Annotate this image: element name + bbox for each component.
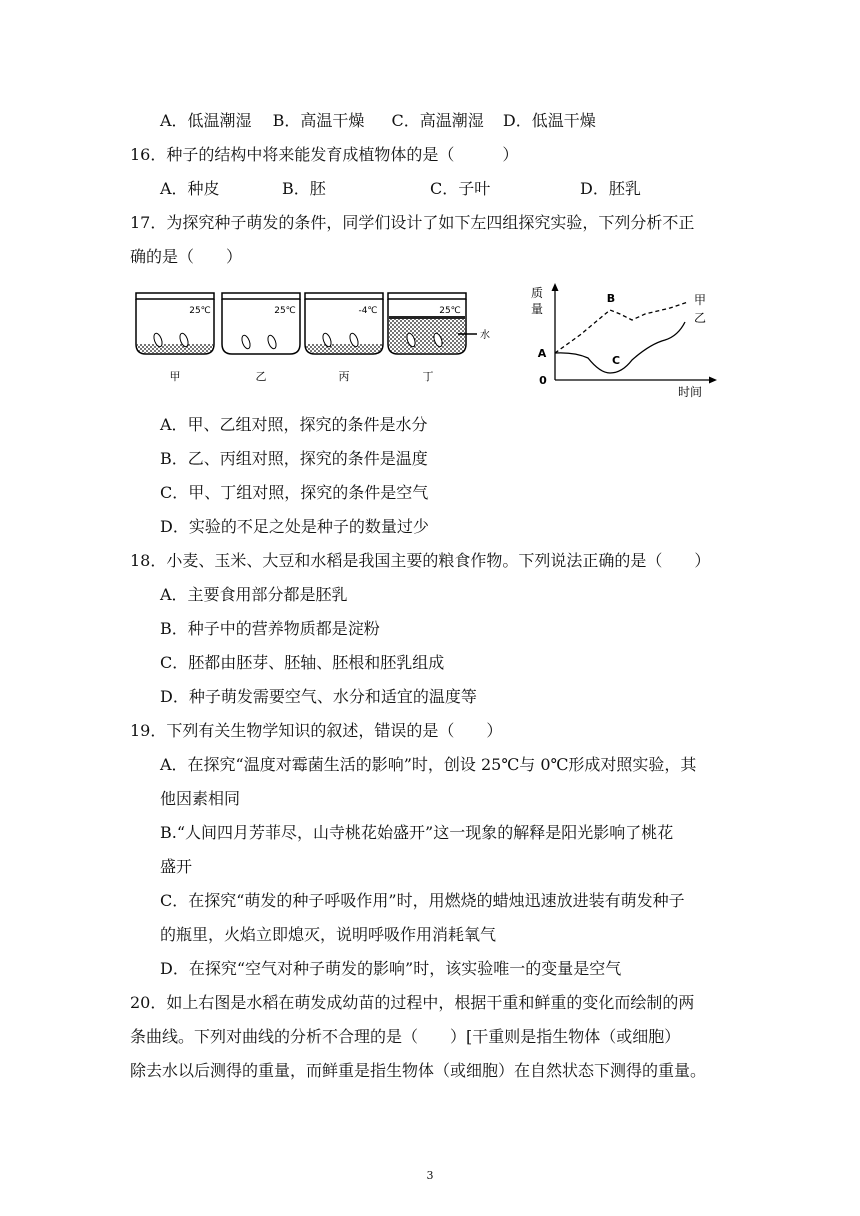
point-b-label: B xyxy=(606,292,616,305)
q19-option-d: D．在探究“空气对种子萌发的影响”时，该实验唯一的变量是空气 xyxy=(160,959,622,978)
mass-time-graph xyxy=(520,280,720,402)
q19-option-a-line1: A．在探究“温度对霉菌生活的影响”时，创设 25℃与 0℃形成对照实验，其 xyxy=(160,755,697,774)
q15-option-c: C．高温潮湿 xyxy=(391,111,484,130)
beaker-yi-temp: 25℃ xyxy=(274,306,296,316)
q17-option-a: A．甲、乙组对照，探究的条件是水分 xyxy=(160,415,428,434)
x-axis-arrow-icon xyxy=(709,377,717,384)
q19-option-c-line2: 的瓶里，火焰立即熄灭，说明呼吸作用消耗氧气 xyxy=(160,925,497,944)
beaker-jia xyxy=(136,293,214,383)
q18-option-a: A．主要食用部分都是胚乳 xyxy=(160,585,348,604)
origin-label: 0 xyxy=(539,374,547,387)
q17-option-d: D．实验的不足之处是种子的数量过少 xyxy=(160,517,429,536)
q19-option-b-line2: 盛开 xyxy=(160,857,193,876)
q15-options xyxy=(160,110,596,132)
page-number: 3 xyxy=(426,1169,434,1182)
beaker-bing xyxy=(305,293,383,383)
y-axis-label-2: 量 xyxy=(530,302,544,316)
beaker-bing-temp: -4℃ xyxy=(358,306,378,316)
q20-line1: 20．如上右图是水稻在萌发成幼苗的过程中，根据干重和鲜重的变化而绘制的两 xyxy=(130,993,695,1012)
q17-option-c: C．甲、丁组对照，探究的条件是空气 xyxy=(160,483,429,502)
q20-line3: 除去水以后测得的重量，而鲜重是指生物体（或细胞）在自然状态下测得的重量。 xyxy=(130,1061,707,1080)
y-axis-arrow-icon xyxy=(552,283,559,291)
q16-option-c: C．子叶 xyxy=(430,179,491,198)
beaker-ding xyxy=(388,293,490,383)
q16-option-a: A．种皮 xyxy=(160,179,220,198)
q19-stem: 19．下列有关生物学知识的叙述，错误的是（ ） xyxy=(130,721,503,740)
point-a-label: A xyxy=(537,347,547,360)
q20-line2: 条曲线。下列对曲线的分析不合理的是（ ）[干重则是指生物体（或细胞） xyxy=(130,1027,681,1046)
beaker-bing-label: 丙 xyxy=(338,370,350,383)
q16-stem: 16．种子的结构中将来能发育成植物体的是（ ） xyxy=(130,145,519,164)
point-c-label: C xyxy=(611,354,621,367)
q18-option-c: C．胚都由胚芽、胚轴、胚根和胚乳组成 xyxy=(160,653,445,672)
beaker-yi xyxy=(222,293,300,383)
q19-option-a-line2: 他因素相同 xyxy=(160,789,241,808)
q18-stem: 18．小麦、玉米、大豆和水稻是我国主要的粮食作物。下列说法正确的是（ ） xyxy=(130,551,711,570)
q15-option-d: D．低温干燥 xyxy=(502,111,596,130)
curve-jia xyxy=(555,302,688,353)
beaker-ding-label: 丁 xyxy=(422,370,434,383)
y-axis-label-1: 质 xyxy=(530,286,544,300)
beaker-jia-label: 甲 xyxy=(169,370,181,383)
q17-stem-line1: 17．为探究种子萌发的条件，同学们设计了如下左四组探究实验，下列分析不正 xyxy=(130,213,695,232)
q17-option-b: B．乙、丙组对照，探究的条件是温度 xyxy=(160,449,428,468)
q19-option-b-line1: B.“人间四月芳菲尽，山寺桃花始盛开”这一现象的解释是阳光影响了桃花 xyxy=(160,823,674,842)
q18-option-d: D．种子萌发需要空气、水分和适宜的温度等 xyxy=(160,687,477,706)
x-axis-label: 时间 xyxy=(677,385,703,399)
q18-option-b: B．种子中的营养物质都是淀粉 xyxy=(160,619,380,638)
curve-yi-label: 乙 xyxy=(693,311,707,325)
q16-option-b: B．胚 xyxy=(282,179,326,198)
beaker-jia-temp: 25℃ xyxy=(189,306,211,316)
beaker-yi-label: 乙 xyxy=(255,370,267,383)
q19-option-c-line1: C．在探究“萌发的种子呼吸作用”时，用燃烧的蜡烛迅速放进装有萌发种子 xyxy=(160,891,685,910)
beaker-ding-temp: 25℃ xyxy=(439,306,461,316)
water-label: 水 xyxy=(480,330,490,341)
q15-option-b: B．高温干燥 xyxy=(272,111,365,130)
q16-option-d: D．胚乳 xyxy=(580,179,641,198)
q17-stem-line2: 确的是（ ） xyxy=(130,247,243,266)
q15-option-a: A．低温潮湿 xyxy=(160,111,252,130)
curve-jia-label: 甲 xyxy=(693,293,707,307)
beaker-experiment-figure xyxy=(128,288,498,388)
